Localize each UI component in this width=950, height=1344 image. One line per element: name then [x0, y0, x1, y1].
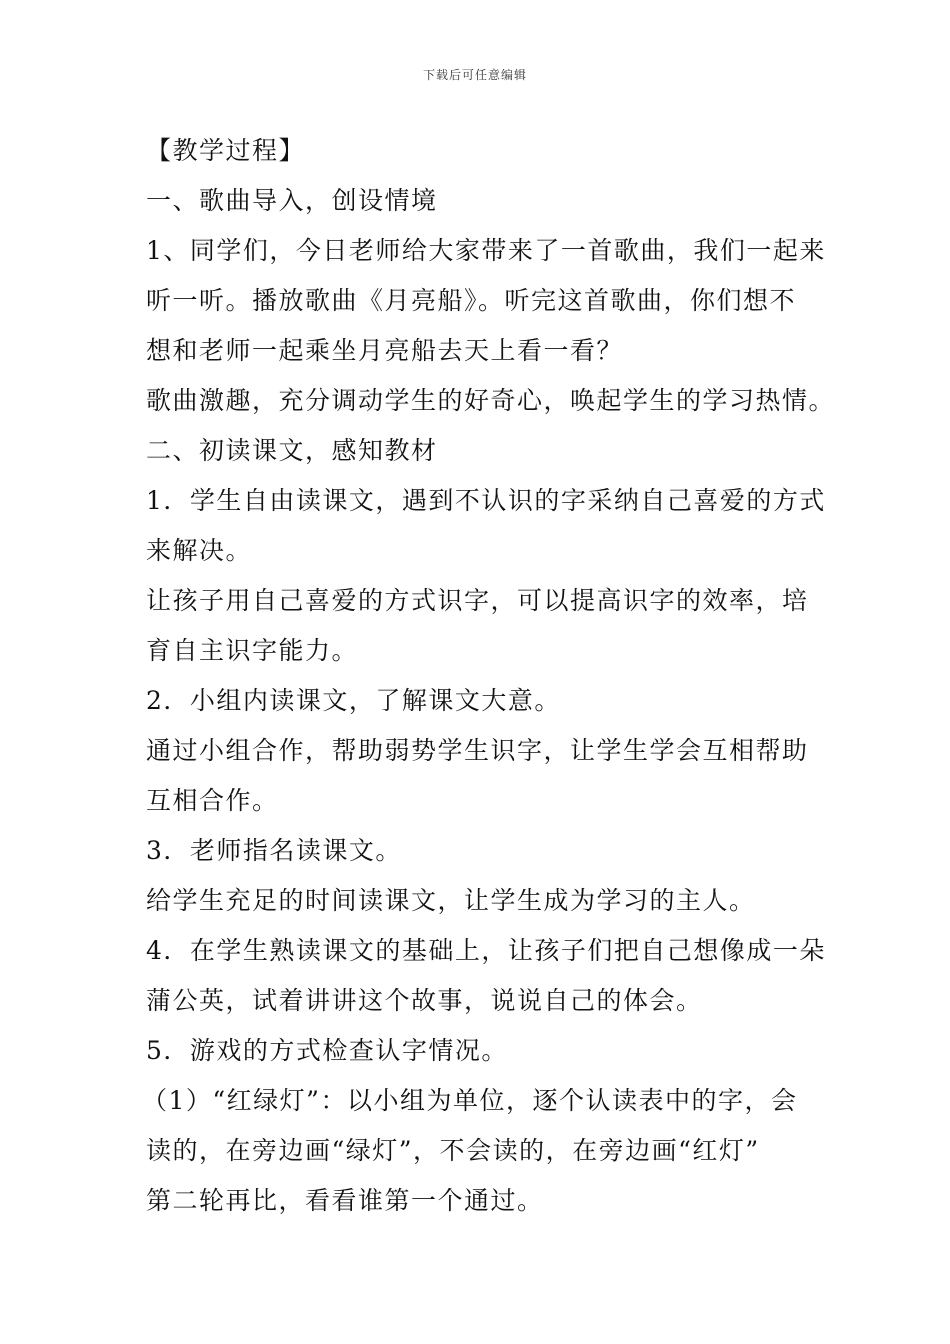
paragraph-line: 通过小组合作，帮助弱势学生识字，让学生学会互相帮助: [146, 736, 809, 765]
paragraph-line: 3．老师指名读课文。: [146, 836, 402, 865]
paragraph-line: 育自主识字能力。: [146, 636, 359, 665]
section-heading-1: 一、歌曲导入，创设情境: [146, 186, 438, 215]
paragraph-line: （1）“红绿灯”：以小组为单位，逐个认读表中的字，会: [142, 1086, 798, 1115]
page-header-note: 下载后可任意编辑: [422, 68, 527, 82]
paragraph-line: 给学生充足的时间读课文，让学生成为学习的主人。: [146, 886, 756, 915]
section-title: 【教学过程】: [146, 136, 306, 165]
paragraph-line: 听一听。播放歌曲《月亮船》。听完这首歌曲，你们想不: [146, 286, 797, 315]
paragraph-line: 1、同学们，今日老师给大家带来了一首歌曲，我们一起来: [146, 236, 826, 265]
paragraph-line: 4．在学生熟读课文的基础上，让孩子们把自己想像成一朵: [146, 936, 826, 965]
paragraph-line: 想和老师一起乘坐月亮船去天上看一看？: [146, 336, 624, 365]
paragraph-line: 蒲公英，试着讲讲这个故事，说说自己的体会。: [146, 986, 703, 1015]
paragraph-line: 第二轮再比，看看谁第一个通过。: [146, 1186, 544, 1215]
paragraph-line: 来解决。: [146, 536, 253, 565]
section-heading-2: 二、初读课文，感知教材: [146, 436, 438, 465]
paragraph-line: 5．游戏的方式检查认字情况。: [146, 1036, 508, 1065]
document-body: [142, 126, 836, 1226]
paragraph-line: 让孩子用自己喜爱的方式识字，可以提高识字的效率，培: [146, 586, 809, 615]
paragraph-line: 互相合作。: [146, 786, 279, 815]
paragraph-line: 2．小组内读课文，了解课文大意。: [146, 686, 561, 715]
paragraph-line: 读的，在旁边画“绿灯”，不会读的，在旁边画“红灯”: [146, 1136, 760, 1165]
paragraph-line: 1．学生自由读课文，遇到不认识的字采纳自己喜爱的方式: [146, 486, 826, 515]
paragraph-line: 歌曲激趣，充分调动学生的好奇心，唤起学生的学习热情。: [146, 386, 836, 415]
